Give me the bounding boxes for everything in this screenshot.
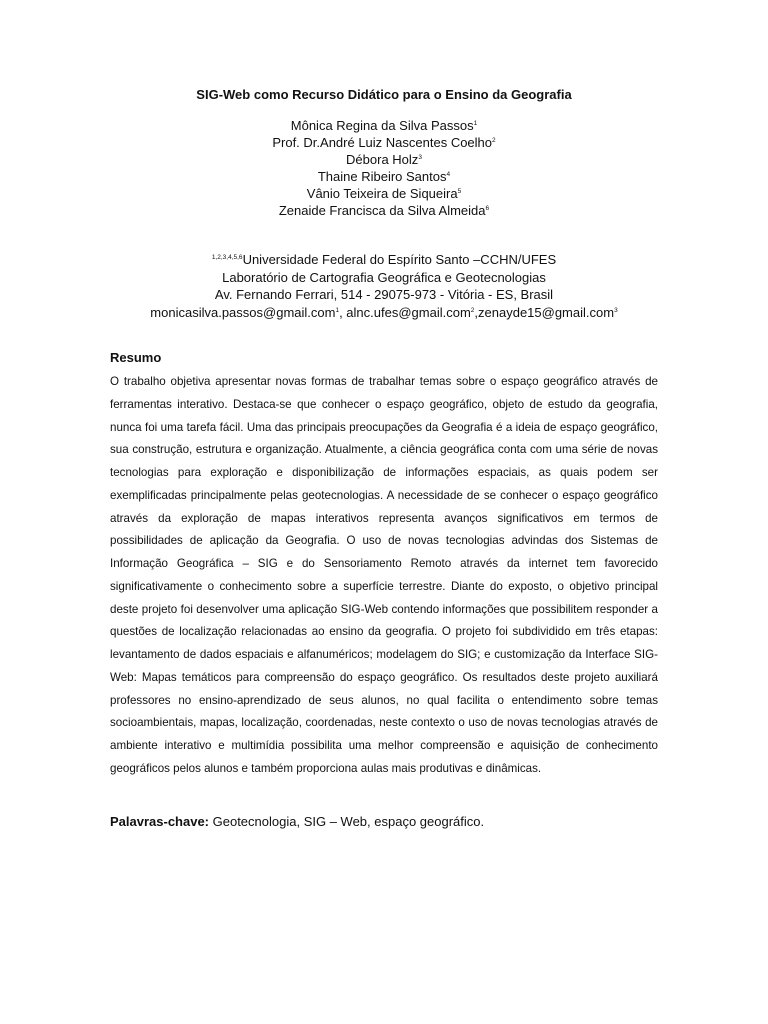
keywords-label: Palavras-chave: xyxy=(110,814,210,829)
author-footnote-mark: 1 xyxy=(473,120,478,127)
abstract-body xyxy=(110,371,658,781)
abstract-line: exemplificadas principalmente pelas geotecnologias. A necessidade de se conhecer o espaço geográfico xyxy=(110,488,658,502)
paper-title: SIG-Web como Recurso Didático para o Ensino da Geografia xyxy=(196,87,572,102)
keywords-line xyxy=(110,813,484,831)
abstract-line: ferramentas interativo. Destaca-se que conhecer o espaço geográfico, objeto de estudo da geografia, xyxy=(110,397,658,411)
author-entry xyxy=(0,134,768,151)
author-name: Vânio Teixeira de Siqueira xyxy=(306,186,458,201)
author-footnote-mark: 2 xyxy=(492,137,496,144)
email-link[interactable]: , alnc.ufes@gmail.com xyxy=(339,304,471,320)
affiliation-lab: Laboratório de Cartografia Geográfica e Geotecnologias xyxy=(222,269,546,285)
abstract-line: geográficos pelos alunos e também proporciona aulas mais produtivas e dinâmicas. xyxy=(110,761,542,775)
author-footnote-mark: 5 xyxy=(457,188,462,195)
email-link[interactable]: monicasilva.passos@gmail.com xyxy=(150,304,336,320)
abstract-line: sua construção, estrutura e organização. Atualmente, a ciência geográfica conta com uma série de novas xyxy=(110,443,658,457)
author-footnote-mark: 4 xyxy=(446,171,451,178)
affiliation-marks: 1,2,3,4,5,6 xyxy=(211,254,243,261)
author-name: Mônica Regina da Silva Passos xyxy=(290,118,474,133)
email-link[interactable]: ,zenayde15@gmail.com xyxy=(474,304,615,320)
affiliation-emails xyxy=(0,304,768,322)
abstract-line: levantamento de dados espaciais e alfanuméricos; modelagem do SIG; e customização da Interface SIG- xyxy=(110,648,658,661)
abstract-line: socioambientais, mapas, localização, coordenadas, neste contexto o uso de novas tecnologias através de xyxy=(110,716,658,730)
author-entry xyxy=(0,185,768,202)
author-name: Zenaide Francisca da Silva Almeida xyxy=(278,203,486,218)
abstract-line: O trabalho objetiva apresentar novas formas de trabalhar temas sobre o espaço geográfico através de xyxy=(110,375,658,388)
author-footnote-mark: 3 xyxy=(418,154,422,161)
abstract-line: possibilidades de aplicação da Geografia. O uso de novas tecnologias advindas dos Sistemas de xyxy=(110,534,658,548)
abstract-line: nunca foi uma tarefa fácil. Uma das principais preocupações da Geografia é a ideia de espaço geográfico, xyxy=(110,420,658,434)
abstract-line: questões de localização relacionadas ao ensino da geografia. O projeto foi subdividido em três etapas: xyxy=(110,625,658,639)
author-entry xyxy=(0,117,768,134)
abstract-line: professores no ensino-aprendizado de seus alunos, no qual facilita o entendimento sobre temas xyxy=(110,693,658,707)
affiliation-university xyxy=(0,251,768,269)
author-entry xyxy=(0,202,768,219)
author-list xyxy=(0,117,768,219)
author-name: Débora Holz xyxy=(346,152,419,167)
affiliation-address: Av. Fernando Ferrari, 514 - 29075-973 - Vitória - ES, Brasil xyxy=(214,287,554,302)
abstract-line: através da exploração de mapas interativos representa avanços significativos em termos de xyxy=(110,511,658,525)
email-footnote-mark: 1 xyxy=(335,306,340,314)
abstract-line: deste projeto foi desenvolver uma aplicação SIG-Web contendo informações que possibilitem responder a xyxy=(110,602,658,616)
abstract-line: Informação Geográfica – SIG e do Sensoriamento Remoto através da internet tem favorecido xyxy=(110,557,658,570)
email-footnote-mark: 2 xyxy=(470,306,475,314)
author-name: Thaine Ribeiro Santos xyxy=(317,169,447,184)
university-name: Universidade Federal do Espírito Santo –CCHN/UFES xyxy=(242,252,557,267)
abstract-line: Web: Mapas temáticos para compreensão do espaço geográfico. Os resultados deste projeto auxiliará xyxy=(110,670,658,684)
email-footnote-mark: 3 xyxy=(614,306,618,314)
author-entry xyxy=(0,151,768,168)
author-footnote-mark: 6 xyxy=(485,205,490,212)
author-name: Prof. Dr.André Luiz Nascentes Coelho xyxy=(272,135,493,150)
abstract-line: significativamente o conhecimento sobre a superfície terrestre. Diante do exposto, o objetivo principal xyxy=(110,579,658,593)
abstract-line: tecnologias para exploração e disponibilização de informações espaciais, as quais podem ser xyxy=(110,466,658,479)
abstract-heading: Resumo xyxy=(110,350,162,365)
abstract-line: ambiente interativo e multimídia possibilita uma melhor compreensão e aquisição de conhecimento xyxy=(110,739,658,752)
keywords-text: Geotecnologia, SIG – Web, espaço geográfico. xyxy=(209,814,485,829)
author-entry xyxy=(0,168,768,185)
affiliation-block xyxy=(0,251,768,321)
